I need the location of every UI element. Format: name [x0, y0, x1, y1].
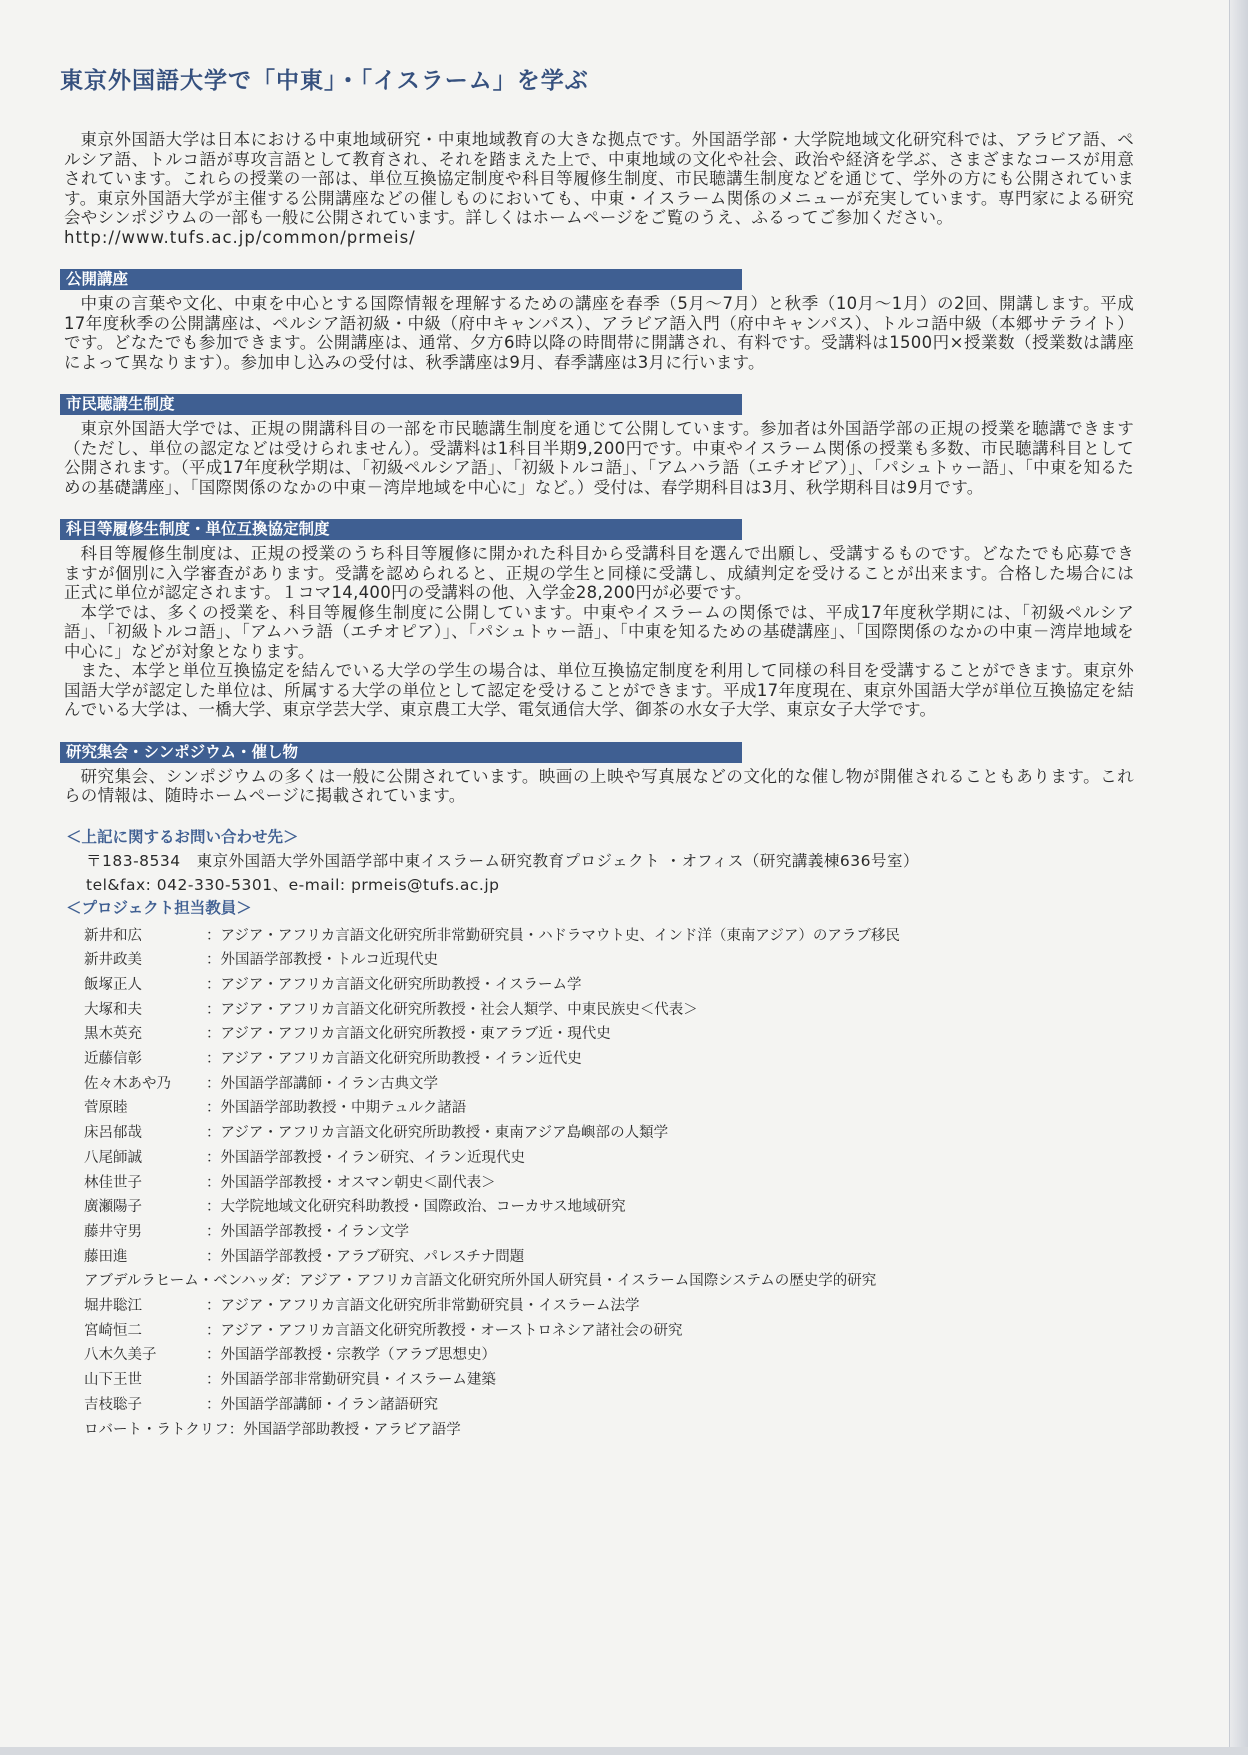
intro-paragraph: 東京外国語大学は日本における中東地域研究・中東地域教育の大きな拠点です。外国語学部・大学院地域文化研究科では、アラビア語、ペルシア語、トルコ語が専攻言語として教育され、それを踏まえた上で、中東地域の文化や社会、政治や経済を学ぶ、さまざまなコースが用意されています。これらの授業の一部は、単位互換協定制度や科目等履修生制度、市民聴講生制度などを通じて、学外の方にも公開されています。東京外国語大学が主催する公開講座などの催しものにおいても、中東・イスラーム関係のメニューが充実しています。専門家による研究会やシンポジウムの一部も一般に公開されています。詳しくはホームページをご覧のうえ、ふるってご参加ください。 [64, 130, 1134, 227]
staff-name: 大塚和夫 [84, 1001, 142, 1018]
section-paragraph: 本学では、多くの授業を、科目等履修生制度に公開しています。中東やイスラームの関係では、平成17年度秋学期には、「初級ペルシア語」、「初級トルコ語」、「アムハラ語（エチオピア）」、「パシュトゥー語」、「中東を知るための基礎講座」、「国際関係のなかの中東－湾岸地域を中心に」などが対象となります。 [64, 602, 1134, 661]
staff-row: 飯塚正人 ： アジア・アフリカ言語文化研究所助教授・イスラーム学 [84, 973, 1138, 998]
staff-name: 八木久美子 [84, 1347, 157, 1364]
staff-desc: 外国語学部教授・イラン文学 [220, 1223, 409, 1240]
staff-desc: アジア・アフリカ言語文化研究所助教授・イラン近代史 [220, 1051, 582, 1068]
staff-row: 廣瀬陽子 ： 大学院地域文化研究科助教授・国際政治、コーカサス地域研究 [84, 1195, 1138, 1220]
staff-name: 林佳世子 [84, 1174, 142, 1191]
staff-desc: 外国語学部助教授・中期テュルク諸語 [220, 1100, 467, 1117]
staff-row: 八尾師誠 ： 外国語学部教授・イラン研究、イラン近現代史 [84, 1146, 1138, 1171]
staff-row: 佐々木あや乃 ： 外国語学部講師・イラン古典文学 [84, 1072, 1138, 1097]
staff-row: 大塚和夫 ： アジア・アフリカ言語文化研究所教授・社会人類学、中東民族史＜代表＞ [84, 998, 1138, 1023]
staff-desc: アジア・アフリカ言語文化研究所助教授・東南アジア島嶼部の人類学 [220, 1125, 669, 1142]
staff-row: 床呂郁哉 ： アジア・アフリカ言語文化研究所助教授・東南アジア島嶼部の人類学 [84, 1121, 1138, 1146]
page-title: 東京外国語大学で「中東」・「イスラーム」を学ぶ [60, 68, 589, 94]
staff-desc: 外国語学部非常勤研究員・イスラーム建築 [220, 1372, 496, 1389]
staff-desc: アジア・アフリカ言語文化研究所助教授・イスラーム学 [220, 976, 582, 993]
staff-name: 藤田進 [84, 1248, 128, 1265]
staff-desc: アジア・アフリカ言語文化研究所教授・社会人類学、中東民族史＜代表＞ [220, 1001, 698, 1018]
staff-desc: アジア・アフリカ言語文化研究所教授・東アラブ近・現代史 [220, 1026, 611, 1043]
staff-name: 藤井守男 [84, 1223, 142, 1240]
staff-row: 八木久美子 ： 外国語学部教授・宗教学（アラブ思想史） [84, 1343, 1138, 1368]
staff-desc: アジア・アフリカ言語文化研究所非常勤研究員・ハドラマウト史、インド洋（東南アジア）のアラブ移民 [220, 927, 900, 944]
staff-name: 菅原睦 [84, 1100, 128, 1117]
contact-heading: ＜上記に関するお問い合わせ先＞ [66, 827, 299, 846]
section-paragraph: 中東の言葉や文化、中東を中心とする国際情報を理解するための講座を春季（5月〜7月）と秋季（10月〜1月）の2回、開講します。平成17年度秋季の公開講座は、ペルシア語初級・中級（府中キャンパス）、アラビア語入門（府中キャンパス）、トルコ語中級（本郷サテライト）です。どなたでも参加できます。公開講座は、通常、夕方6時以降の時間帯に開講され、有料です。受講料は1500円×授業数（授業数は講座によって異なります）。参加申し込みの受付は、秋季講座は9月、春季講座は3月に行います。 [64, 294, 1134, 372]
staff-name: ロバート・ラトクリフ [84, 1421, 229, 1438]
staff-name: 近藤信彰 [84, 1051, 142, 1068]
staff-name: 堀井聡江 [84, 1298, 142, 1315]
section-heading-auditor-system: 市民聴講生制度 [60, 394, 742, 415]
section-heading-credit-system: 科目等履修生制度・単位互換協定制度 [60, 519, 742, 540]
staff-name: 廣瀬陽子 [84, 1199, 142, 1216]
staff-row: 藤井守男 ： 外国語学部教授・イラン文学 [84, 1220, 1138, 1245]
page-edge-right [1229, 0, 1248, 1755]
staff-row: 林佳世子 ： 外国語学部教授・オスマン朝史＜副代表＞ [84, 1171, 1138, 1196]
section-heading-events: 研究集会・シンポジウム・催し物 [60, 742, 742, 763]
staff-row: ロバート・ラトクリフ ： 外国語学部助教授・アラビア語学 [84, 1418, 1138, 1443]
staff-row: 近藤信彰 ： アジア・アフリカ言語文化研究所助教授・イラン近代史 [84, 1047, 1138, 1072]
staff-row: 堀井聡江 ： アジア・アフリカ言語文化研究所非常勤研究員・イスラーム法学 [84, 1294, 1138, 1319]
section-paragraph: 東京外国語大学では、正規の開講科目の一部を市民聴講生制度を通じて公開しています。参加者は外国語学部の正規の授業を聴講できます（ただし、単位の認定などは受けられません）。受講料は1科目半期9,200円です。中東やイスラーム関係の授業も多数、市民聴講科目として公開されます。（平成17年度秋学期は、「初級ペルシア語」、「初級トルコ語」、「アムハラ語（エチオピア）」、「パシュトゥー語」、「中東を知るための基礎講座」、「国際関係のなかの中東－湾岸地域を中心に」など。）受付は、春学期科目は3月、秋学期科目は9月です。 [64, 419, 1134, 497]
staff-name: 宮崎恒二 [84, 1322, 142, 1339]
section-paragraph: また、本学と単位互換協定を結んでいる大学の学生の場合は、単位互換協定制度を利用して同様の科目を受講することができます。東京外国語大学が認定した単位は、所属する大学の単位として認定を受けることができます。平成17年度現在、東京外国語大学が単位互換協定を結んでいる大学は、一橋大学、東京学芸大学、東京農工大学、電気通信大学、御茶の水女子大学、東京女子大学です。 [64, 661, 1134, 719]
staff-desc: 外国語学部講師・イラン諸語研究 [220, 1396, 438, 1413]
section-heading-public-lectures: 公開講座 [60, 269, 742, 290]
staff-name: 八尾師誠 [84, 1149, 142, 1166]
staff-desc: 外国語学部教授・アラブ研究、パレスチナ問題 [220, 1248, 525, 1265]
contact-address: 〒183-8534 東京外国語大学外国語学部中東イスラーム研究教育プロジェクト ・オフィス（研究講義棟636号室） [86, 851, 919, 870]
staff-row: 新井和広 ： アジア・アフリカ言語文化研究所非常勤研究員・ハドラマウト史、インド洋（東南アジア）のアラブ移民 [84, 924, 1138, 949]
staff-name: 黒木英充 [84, 1026, 142, 1043]
staff-name: 山下王世 [84, 1372, 142, 1389]
intro-url[interactable]: http://www.tufs.ac.jp/common/prmeis/ [64, 227, 416, 247]
section-paragraph: 科目等履修生制度は、正規の授業のうち科目等履修に開かれた科目から受講科目を選んで出願し、受講するものです。どなたでも応募できますが個別に入学審査があります。受講を認められると、正規の学生と同様に受講し、成績判定を受けることが出来ます。合格した場合には正式に単位が認定されます。１コマ14,400円の受講料の他、入学金28,200円が必要です。 [64, 544, 1134, 602]
staff-row: 吉枝聡子 ： 外国語学部講師・イラン諸語研究 [84, 1393, 1138, 1418]
staff-desc: 外国語学部助教授・アラビア語学 [243, 1421, 461, 1438]
staff-row: アブデルラヒーム・ベンハッダ ： アジア・アフリカ言語文化研究所外国人研究員・イスラーム国際システムの歴史学的研究 [84, 1269, 1138, 1294]
section-paragraph: 研究集会、シンポジウムの多くは一般に公開されています。映画の上映や写真展などの文化的な催し物が開催されることもあります。これらの情報は、随時ホームページに掲載されています。 [64, 766, 1134, 805]
staff-name: 佐々木あや乃 [84, 1075, 171, 1092]
staff-desc: アジア・アフリカ言語文化研究所教授・オーストロネシア諸社会の研究 [220, 1322, 683, 1339]
staff-name: 新井和広 [84, 927, 142, 944]
staff-name: 吉枝聡子 [84, 1396, 142, 1413]
staff-desc: 外国語学部教授・イラン研究、イラン近現代史 [220, 1149, 525, 1166]
staff-desc: 外国語学部教授・宗教学（アラブ思想史） [220, 1347, 496, 1364]
staff-row: 黒木英充 ： アジア・アフリカ言語文化研究所教授・東アラブ近・現代史 [84, 1022, 1138, 1047]
staff-row: 山下王世 ： 外国語学部非常勤研究員・イスラーム建築 [84, 1368, 1138, 1393]
staff-row: 菅原睦 ： 外国語学部助教授・中期テュルク諸語 [84, 1096, 1138, 1121]
staff-name: 飯塚正人 [84, 976, 142, 993]
staff-desc: 外国語学部教授・オスマン朝史＜副代表＞ [220, 1174, 496, 1191]
contact-telmail: tel&fax: 042-330-5301、e-mail: prmeis@tufs.ac.jp [86, 875, 500, 894]
staff-heading: ＜プロジェクト担当教員＞ [66, 898, 252, 917]
staff-desc: アジア・アフリカ言語文化研究所非常勤研究員・イスラーム法学 [220, 1298, 640, 1315]
staff-name: 新井政美 [84, 952, 142, 969]
staff-row: 宮崎恒二 ： アジア・アフリカ言語文化研究所教授・オーストロネシア諸社会の研究 [84, 1319, 1138, 1344]
staff-name: アブデルラヒーム・ベンハッダ [84, 1273, 285, 1290]
staff-desc: 外国語学部教授・トルコ近現代史 [220, 952, 438, 969]
document-body [60, 66, 1138, 1442]
staff-desc: 外国語学部講師・イラン古典文学 [220, 1075, 438, 1092]
staff-list [84, 924, 1138, 1443]
staff-desc: 大学院地域文化研究科助教授・国際政治、コーカサス地域研究 [220, 1199, 626, 1216]
staff-row: 藤田進 ： 外国語学部教授・アラブ研究、パレスチナ問題 [84, 1245, 1138, 1270]
page-edge-bottom [0, 1747, 1248, 1755]
staff-name: 床呂郁哉 [84, 1125, 142, 1142]
staff-desc: アジア・アフリカ言語文化研究所外国人研究員・イスラーム国際システムの歴史学的研究 [299, 1273, 877, 1290]
staff-row: 新井政美 ： 外国語学部教授・トルコ近現代史 [84, 948, 1138, 973]
